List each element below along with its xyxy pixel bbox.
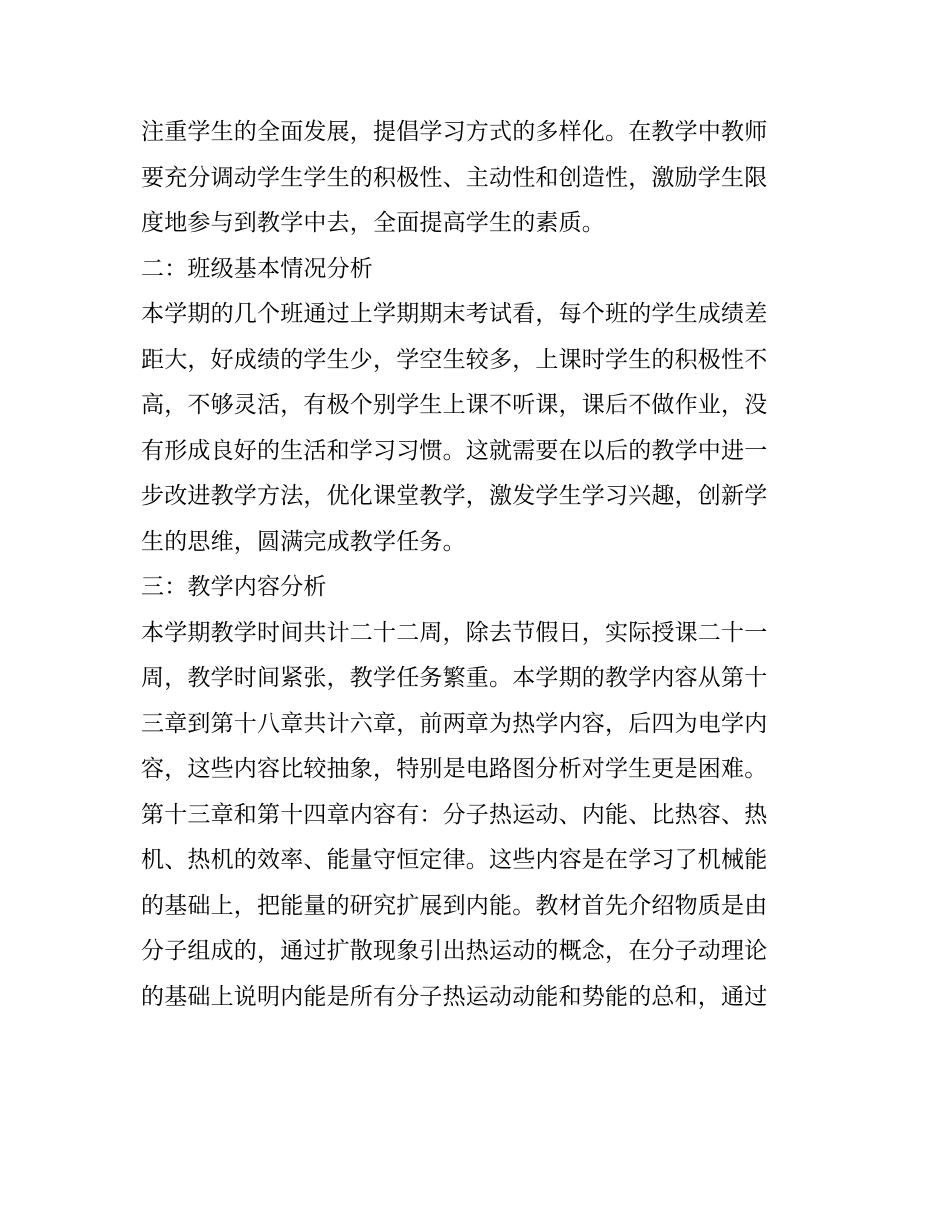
document-body — [141, 110, 821, 1020]
text-line-2: 要充分调动学生学生的积极性、主动性和创造性，激励学生限 — [141, 164, 768, 191]
text-line-18: 的基础上，把能量的研究扩展到内能。教材首先介绍物质是由 — [141, 892, 768, 919]
text-line-9: 步改进教学方法，优化课堂教学，激发学生学习兴趣，创新学 — [141, 483, 768, 509]
text-line-20: 的基础上说明内能是所有分子热运动动能和势能的总和，通过 — [141, 983, 768, 1010]
text-line-16: 第十三章和第十四章内容有：分子热运动、内能、比热容、热 — [141, 801, 768, 828]
text-line-13: 周，教学时间紧张，教学任务繁重。本学期的教学内容从第十 — [141, 665, 768, 691]
text-line-15: 容，这些内容比较抽象，特别是电路图分析对学生更是困难。 — [141, 756, 768, 782]
text-line-17: 机、热机的效率、能量守恒定律。这些内容是在学习了机械能 — [141, 847, 768, 873]
text-line-12: 本学期教学时间共计二十二周，除去节假日，实际授课二十一 — [141, 619, 768, 646]
text-line-14: 三章到第十八章共计六章，前两章为热学内容，后四为电学内 — [141, 710, 768, 737]
section-heading-content-analysis: 三：教学内容分析 — [141, 574, 327, 600]
section-heading-class-analysis: 二：班级基本情况分析 — [141, 255, 373, 282]
text-line-19: 分子组成的，通过扩散现象引出热运动的概念，在分子动理论 — [141, 938, 768, 964]
text-line-5: 本学期的几个班通过上学期期末考试看，每个班的学生成绩差 — [141, 301, 768, 327]
text-line-6: 距大，好成绩的学生少，学空生较多，上课时学生的积极性不 — [141, 346, 768, 373]
text-line-1: 注重学生的全面发展，提倡学习方式的多样化。在教学中教师 — [141, 119, 768, 145]
text-line-10: 生的思维，圆满完成教学任务。 — [141, 528, 466, 555]
text-line-3: 度地参与到教学中去，全面提高学生的素质。 — [141, 210, 605, 236]
text-line-7: 高，不够灵活，有极个别学生上课不听课，课后不做作业，没 — [141, 392, 768, 418]
text-line-8: 有形成良好的生活和学习习惯。这就需要在以后的教学中进一 — [141, 437, 768, 464]
